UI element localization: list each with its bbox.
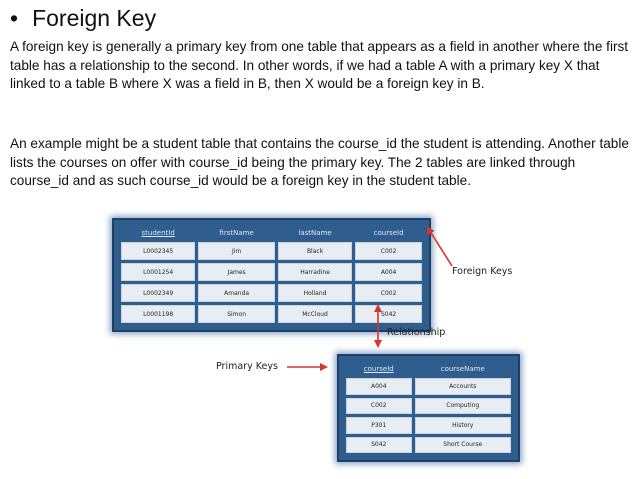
foreign-keys-arrow	[428, 228, 452, 266]
table-cell: Computing	[415, 398, 511, 415]
paragraph-example: An example might be a student table that contains the course_id the student is attending. Another table lists the courses on offer with course_id being the primary key. The 2 tables are linked through course_id and as such course_id would be a foreign key in the student table.	[10, 136, 629, 188]
paragraph-definition: A foreign key is generally a primary key from one table that appears as a field in another where the first table has a relationship to the second. In other words, if we had a table A with a primary key X that linked to a table B where X was a field in B, then X would be a foreign key in B.	[10, 39, 629, 91]
table-cell: Harradine	[278, 263, 352, 281]
table-cell: L0002345	[121, 242, 195, 260]
title-text: Foreign Key	[32, 5, 157, 31]
column-header: courseName	[440, 365, 485, 373]
table-cell: L0001254	[121, 263, 195, 281]
relationship-label: Relationship	[387, 327, 446, 338]
column-header: courseId	[363, 365, 394, 373]
table-cell: C002	[355, 284, 422, 302]
table-cell: Holland	[278, 284, 352, 302]
foreign-keys-label: Foreign Keys	[452, 266, 513, 277]
table-cell: McCloud	[278, 305, 352, 323]
column-header: studentId	[141, 229, 175, 237]
column-header: lastName	[298, 229, 332, 237]
column-header: firstName	[219, 229, 254, 237]
table-cell: C002	[346, 398, 412, 415]
table-cell: A004	[346, 378, 412, 395]
table-cell: Simon	[198, 305, 275, 323]
title-bullet: •	[10, 5, 19, 31]
primary-keys-label: Primary Keys	[216, 361, 278, 372]
table-cell: Jim	[198, 242, 275, 260]
table-cell: James	[198, 263, 275, 281]
table-cell: S042	[346, 437, 412, 454]
table-cell: S042	[355, 305, 422, 323]
column-header: courseId	[373, 229, 404, 237]
table-cell: P301	[346, 417, 412, 434]
table-cell: History	[415, 417, 511, 434]
table-cell: L0001198	[121, 305, 195, 323]
table-cell: Amanda	[198, 284, 275, 302]
table-cell: A004	[355, 263, 422, 281]
table-cell: C002	[355, 242, 422, 260]
table-cell: Accounts	[415, 378, 511, 395]
table-cell: Black	[278, 242, 352, 260]
table-cell: L0002349	[121, 284, 195, 302]
table-cell: Short Course	[415, 437, 511, 454]
